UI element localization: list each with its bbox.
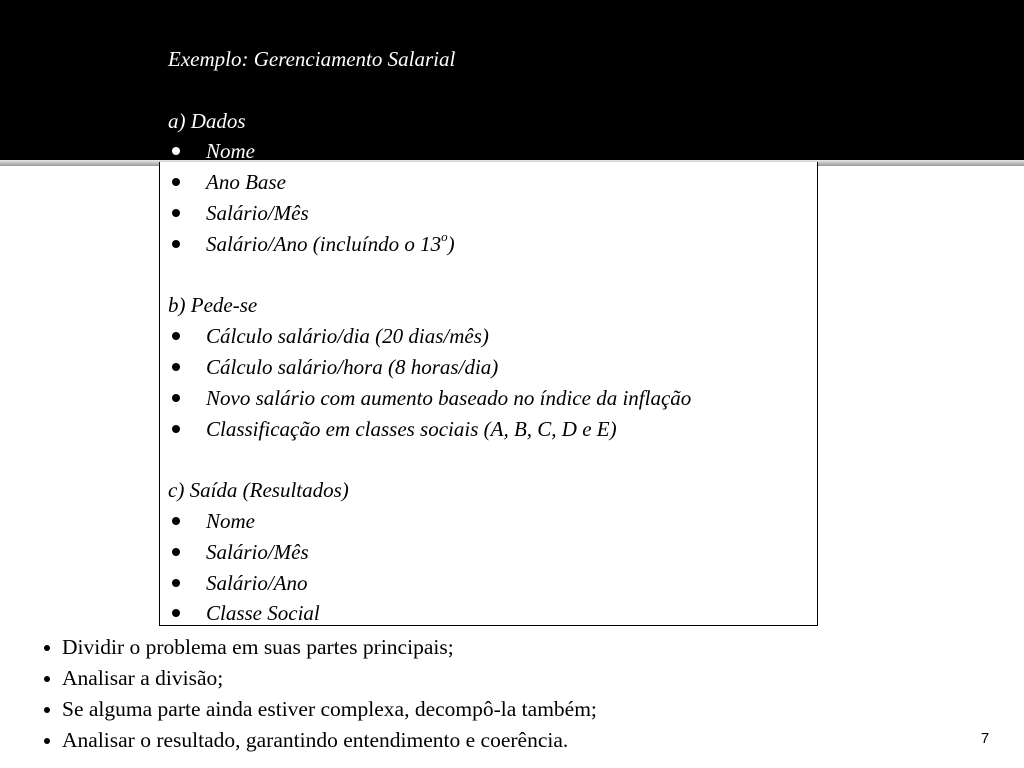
section-a-heading: a) Dados	[168, 108, 246, 133]
bullet-icon	[44, 676, 50, 682]
bullet-icon	[172, 548, 180, 556]
bullet-icon	[44, 738, 50, 744]
page-number: 7	[980, 730, 990, 747]
list-item: Novo salário com aumento baseado no índice da inflação	[168, 383, 808, 414]
example-title: Exemplo: Gerenciamento Salarial	[168, 47, 456, 71]
bullet-list	[44, 632, 944, 756]
list-item: Classe Social	[168, 598, 808, 629]
bullet-icon	[172, 425, 180, 433]
bullet-icon	[172, 517, 180, 525]
example-content	[168, 44, 808, 629]
section-b-heading: b) Pede-se	[168, 293, 258, 318]
list-item: Salário/Mês	[168, 537, 808, 568]
list-item: Salário/Ano (incluíndo o 13$^o$)	[168, 229, 808, 260]
section-c-heading: c) Saída (Resultados)	[168, 478, 349, 503]
list-item: Cálculo salário/dia (20 dias/mês)	[168, 321, 808, 352]
bullet-icon	[172, 394, 180, 402]
list-item: Se alguma parte ainda estiver complexa, decompô-la também;	[44, 694, 944, 725]
bullet-icon	[172, 363, 180, 371]
list-item: Classificação em classes sociais (A, B, C, D e E)	[168, 414, 808, 445]
list-item: Ano Base	[168, 167, 808, 198]
list-item: Salário/Mês	[168, 198, 808, 229]
bullet-icon	[44, 707, 50, 713]
bullet-icon	[172, 178, 180, 186]
bullet-icon	[172, 609, 180, 617]
bullet-icon	[172, 209, 180, 217]
bullet-icon	[172, 579, 180, 587]
list-item: Nome	[168, 506, 808, 537]
bullet-icon	[44, 645, 50, 651]
list-item: Analisar o resultado, garantindo entendimento e coerência.	[44, 725, 944, 756]
list-item: Analisar a divisão;	[44, 663, 944, 694]
list-item: Salário/Ano	[168, 568, 808, 599]
bullet-icon	[172, 332, 180, 340]
list-item: Dividir o problema em suas partes principais;	[44, 632, 944, 663]
list-item: Cálculo salário/hora (8 horas/dia)	[168, 352, 808, 383]
bullet-icon	[172, 147, 180, 155]
bullet-icon	[172, 240, 180, 248]
list-item: Nome	[168, 136, 808, 167]
